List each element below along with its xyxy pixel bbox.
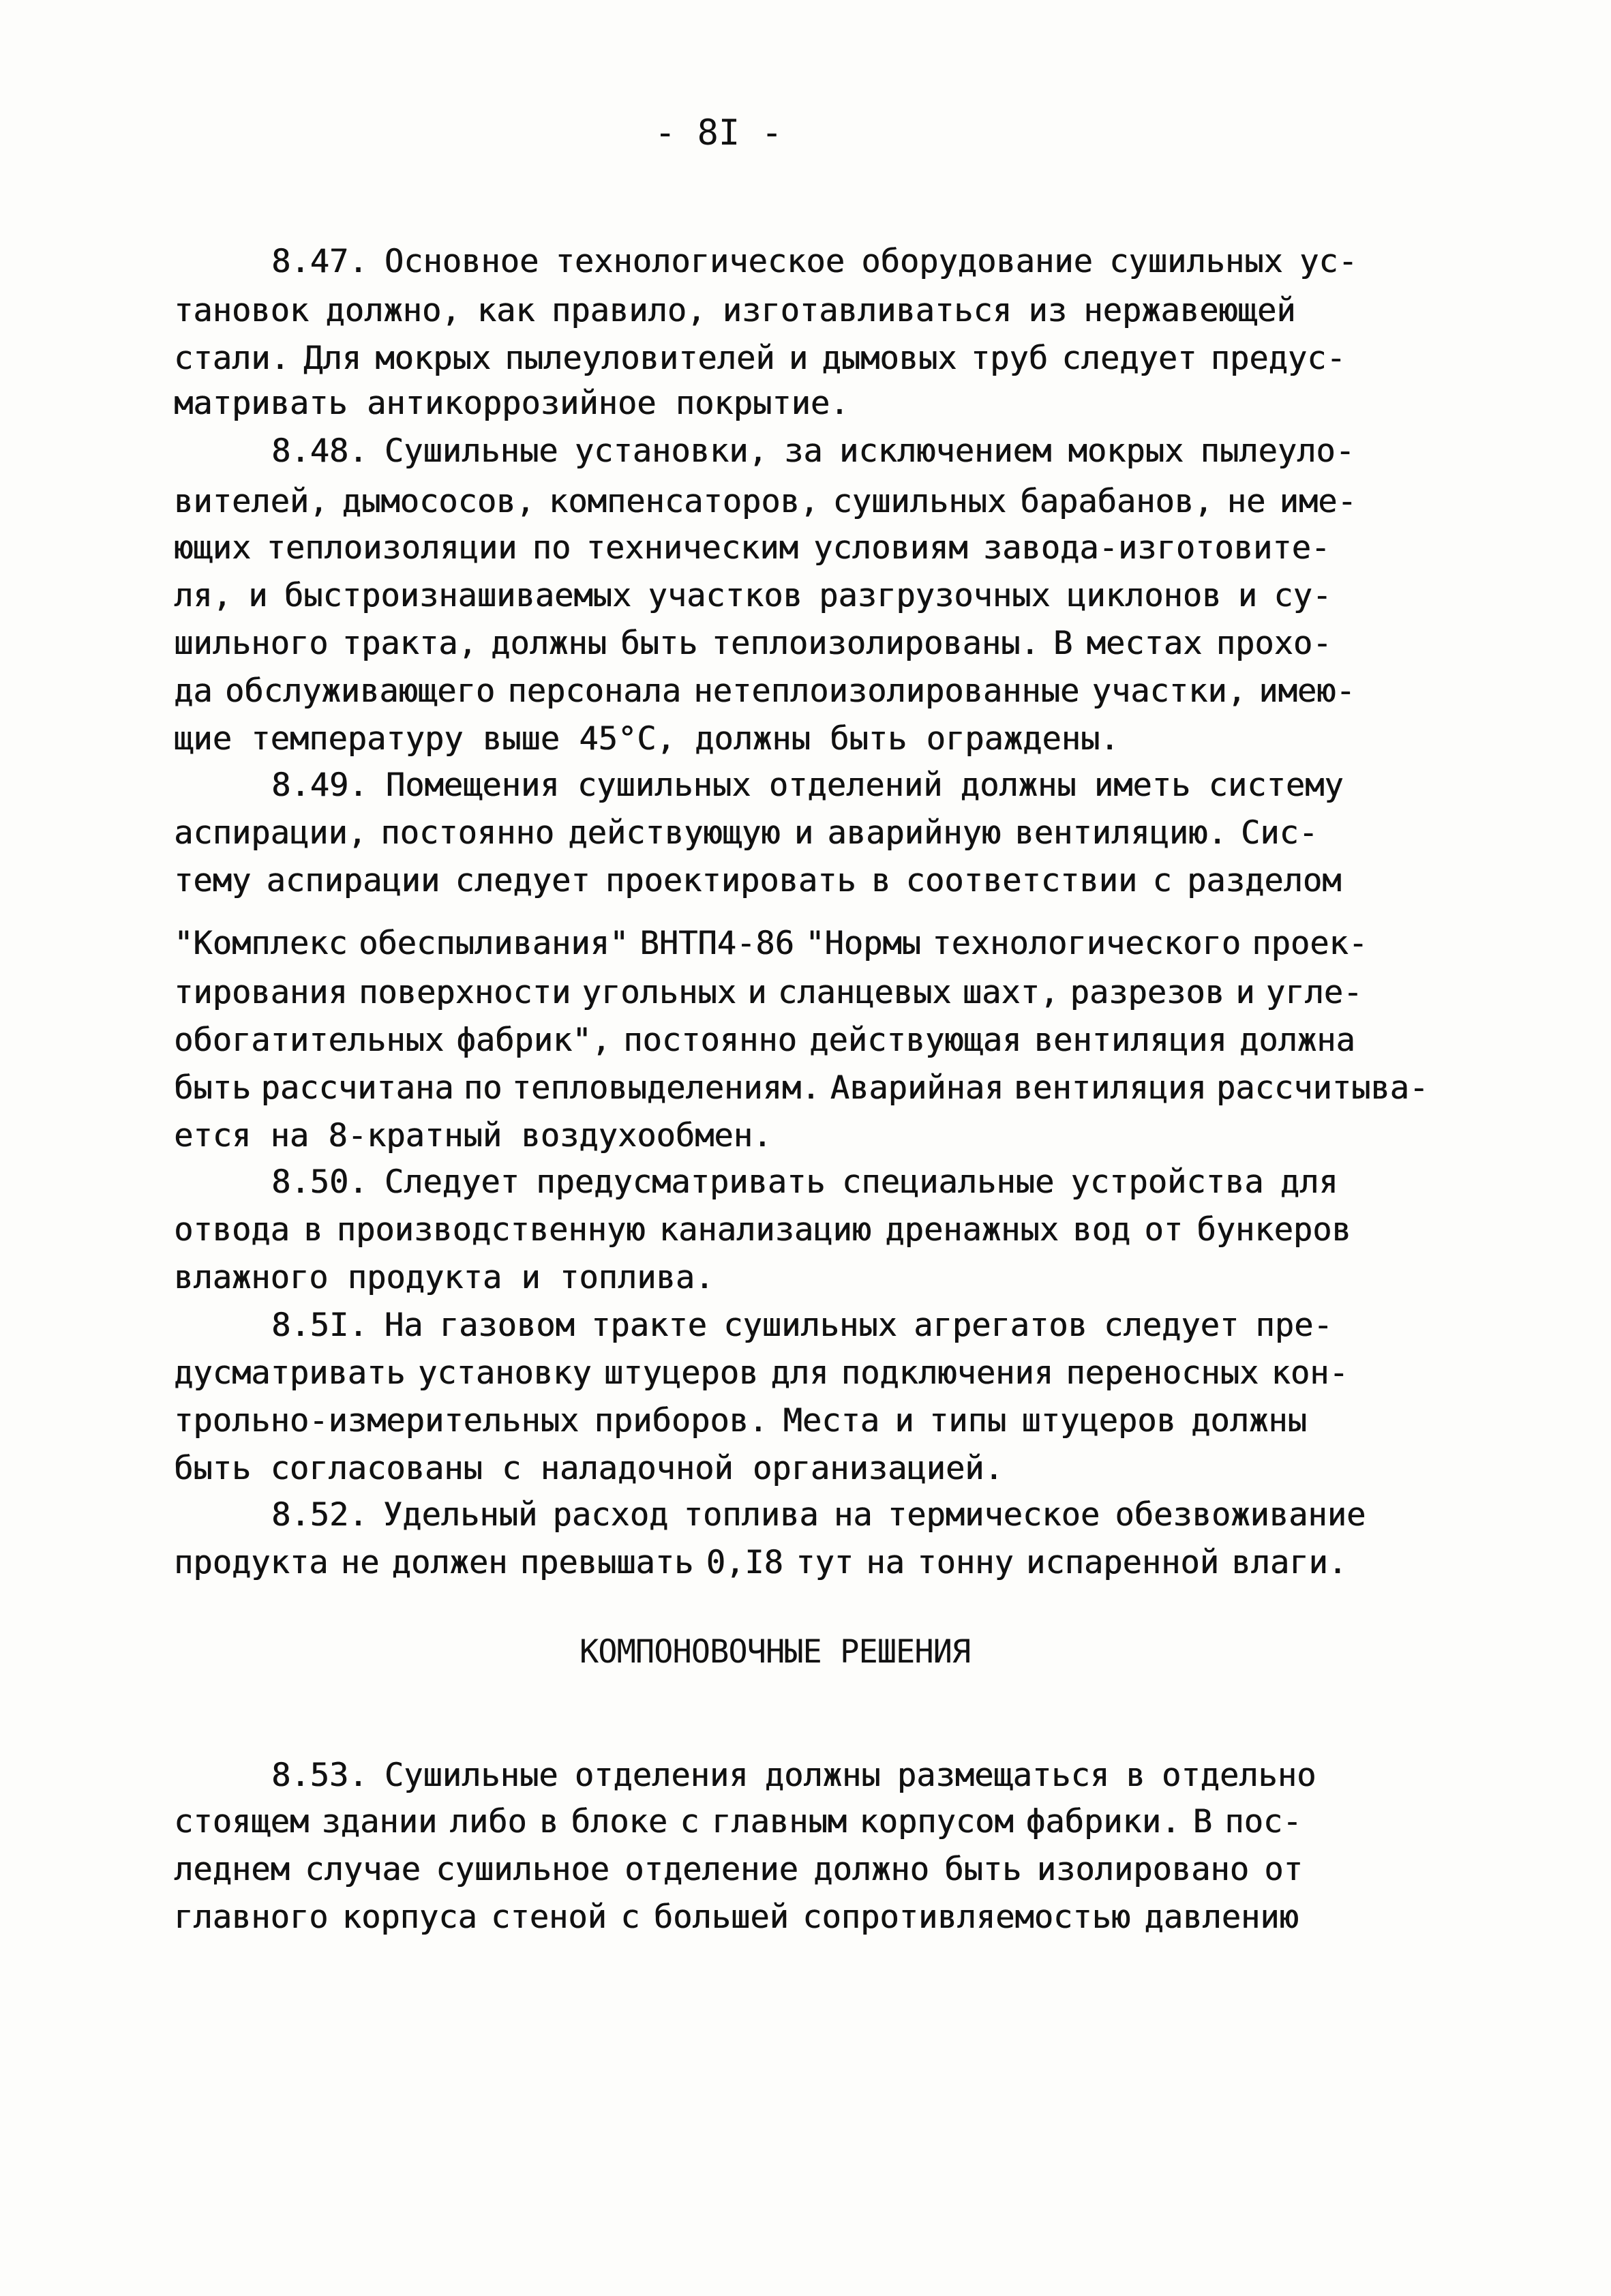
text-line: ющих теплоизоляции по техническим условиям завода-изготовите- — [174, 529, 1331, 567]
text-line: матривать антикоррозийное покрытие. — [174, 385, 849, 422]
text-line: 8.47. Основное технологическое оборудование сушильных ус- — [271, 243, 1357, 280]
text-line: продукта не должен превышать 0,I8 тут на тонну испаренной влаги. — [174, 1544, 1347, 1581]
text-line: да обслуживающего персонала нетеплоизолированные участки, имею- — [174, 672, 1355, 710]
text-line: 8.52. Удельный расход топлива на термическое обезвоживание — [271, 1496, 1366, 1534]
text-line: вителей, дымососов, компенсаторов, сушильных барабанов, не име- — [174, 483, 1357, 520]
text-line: 8.48. Сушильные установки, за исключением мокрых пылеуло- — [271, 432, 1355, 470]
text-line: аспирации, постоянно действующую и аварийную вентиляцию. Сис- — [174, 814, 1319, 852]
text-line: дусматривать установку штуцеров для подключения переносных кон- — [174, 1354, 1349, 1392]
text-line: ля, и быстроизнашиваемых участков разгрузочных циклонов и су- — [174, 577, 1332, 614]
text-line: щие температуру выше 45°С, должны быть ограждены. — [174, 720, 1119, 758]
text-line: 8.53. Сушильные отделения должны размещаться в отдельно — [271, 1757, 1316, 1794]
section-heading: КОМПОНОВОЧНЫЕ РЕШЕНИЯ — [579, 1633, 971, 1671]
text-line: "Комплекс обеспыливания" ВНТП4-86 "Нормы технологического проек- — [174, 925, 1368, 962]
text-line: быть рассчитана по тепловыделениям. Аварийная вентиляция рассчитыва- — [174, 1069, 1429, 1107]
text-line: леднем случае сушильное отделение должно быть изолировано от — [174, 1851, 1303, 1888]
text-line: тему аспирации следует проектировать в соответствии с разделом — [174, 862, 1342, 899]
text-line: 8.5I. На газовом тракте сушильных агрегатов следует пре- — [271, 1307, 1333, 1344]
text-line: ется на 8-кратный воздухообмен. — [174, 1117, 772, 1154]
page-number: - 8I - — [654, 113, 783, 153]
text-line: быть согласованы с наладочной организацией. — [174, 1450, 1004, 1487]
text-line: трольно-измерительных приборов. Места и типы штуцеров должны — [174, 1402, 1307, 1440]
text-line: тановок должно, как правило, изготавливаться из нержавеющей — [174, 292, 1296, 329]
text-line: обогатительных фабрик", постоянно действующая вентиляция должна — [174, 1022, 1355, 1059]
text-line: отвода в производственную канализацию дренажных вод от бункеров — [174, 1211, 1351, 1249]
text-line: главного корпуса стеной с большей сопротивляемостью давлению — [174, 1898, 1299, 1936]
text-line: шильного тракта, должны быть теплоизолированы. В местах прохо- — [174, 625, 1332, 662]
text-line: стоящем здании либо в блоке с главным корпусом фабрики. В пос- — [174, 1803, 1302, 1840]
text-line: влажного продукта и топлива. — [174, 1259, 714, 1296]
text-line: стали. Для мокрых пылеуловителей и дымовых труб следует предус- — [174, 340, 1346, 377]
text-line: тирования поверхности угольных и сланцевых шахт, разрезов и угле- — [174, 974, 1363, 1011]
text-line: 8.50. Следует предусматривать специальные устройства для — [271, 1163, 1338, 1201]
text-line: 8.49. Помещения сушильных отделений должны иметь систему — [271, 766, 1344, 804]
